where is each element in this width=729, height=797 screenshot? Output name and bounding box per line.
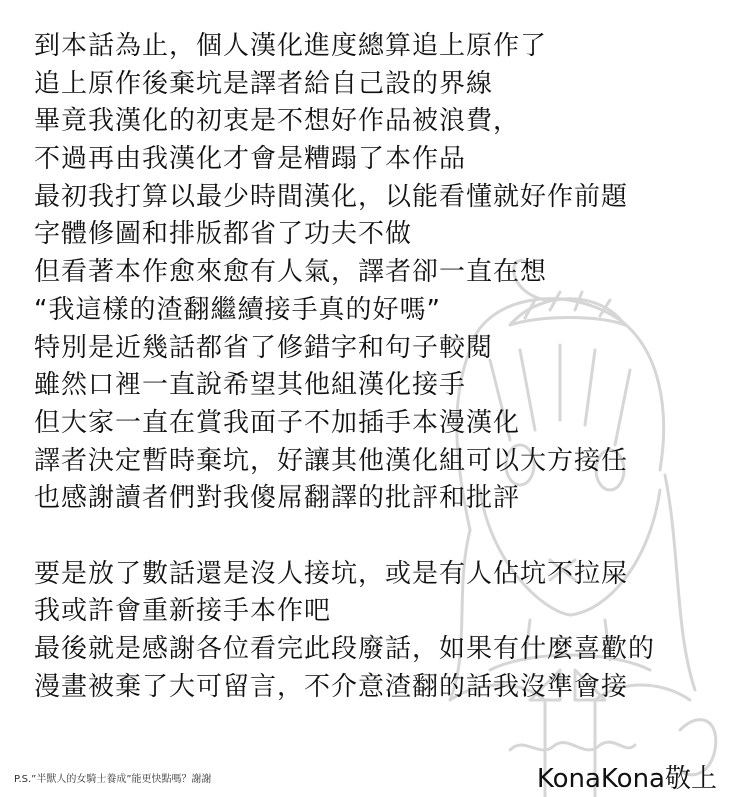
paragraph-gap xyxy=(34,518,655,556)
text-line: 也感謝讀者們對我傻屌翻譯的批評和批評 xyxy=(34,483,521,514)
text-line: 追上原作後棄坑是譯者給自己設的界線 xyxy=(34,68,494,99)
text-line: 不過再由我漢化才會是糟蹋了本作品 xyxy=(34,144,467,175)
postscript-note: P.S.”半獸人的女騎士養成”能更快點嗎？謝謝 xyxy=(14,774,212,785)
text-line: 到本話為止，個人漢化進度總算追上原作了 xyxy=(34,31,548,61)
text-line: 譯者決定暫時棄坑，好讓其他漢化組可以大方接任 xyxy=(34,445,629,476)
text-line: “我這樣的渣翻繼續接手真的好嗎” xyxy=(34,294,441,325)
text-line: 要是放了數話還是沒人接坑，或是有人佔坑不拉屎 xyxy=(34,558,629,589)
text-line: 字體修圖和排版都省了功夫不做 xyxy=(34,219,413,250)
signature: KonaKona敬上 xyxy=(536,764,717,794)
text-line: 最初我打算以最少時間漢化，以能看懂就好作前題 xyxy=(34,181,629,212)
note-text xyxy=(34,28,655,706)
text-line: 但看著本作愈來愈有人氣，譯者卻一直在想 xyxy=(34,257,548,288)
text-line: 最後就是感謝各位看完此段廢話，如果有什麼喜歡的 xyxy=(34,634,656,664)
text-line: 雖然口裡一直說希望其他組漢化接手 xyxy=(34,370,467,401)
text-line: 漫畫被棄了大可留言，不介意渣翻的話我沒準會接 xyxy=(34,671,629,702)
text-line: 特別是近幾話都省了修錯字和句子較閱 xyxy=(34,332,494,363)
text-line: 我或許會重新接手本作吧 xyxy=(34,596,332,627)
text-line: 但大家一直在賞我面子不加插手本漫漢化 xyxy=(34,407,521,438)
text-line: 畢竟我漢化的初衷是不想好作品被浪費， xyxy=(34,106,521,137)
